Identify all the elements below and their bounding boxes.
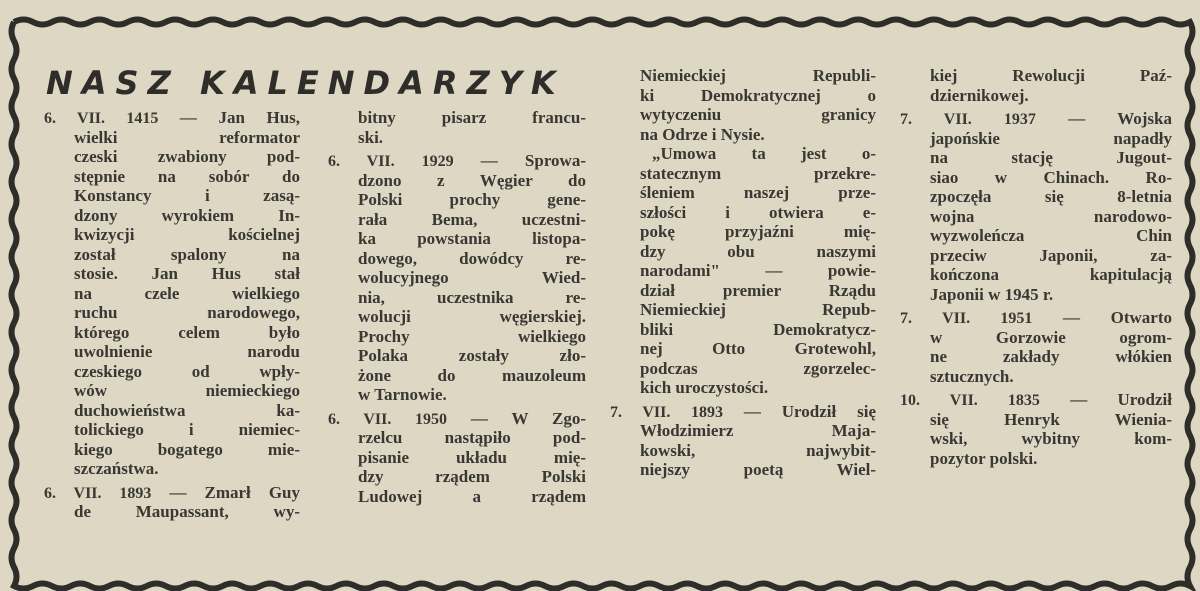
entry-text: — Otwarto	[1063, 308, 1173, 327]
text-line: kwizycji kościelnej	[74, 225, 300, 244]
text-line: ruchu narodowego,	[74, 303, 300, 322]
text-line: „Umowa ta jest o-	[652, 144, 876, 163]
text-line: wski, wybitny kom-	[930, 429, 1172, 448]
text-line	[900, 390, 1172, 410]
entry-date: 7. VII. 1893	[610, 403, 723, 421]
text-line	[900, 308, 1172, 328]
text-line: Niemieckiej Repub-	[640, 300, 876, 319]
text-line: czeskiego od wpły-	[74, 361, 300, 381]
entry-text: — Sprowa-	[480, 151, 586, 170]
text-line: Polski prochy gene-	[358, 190, 586, 209]
text-line: pisanie układu mię-	[358, 447, 586, 467]
text-line: dział premier Rządu	[640, 280, 876, 300]
page-title: NASZ KALENDARZYK	[46, 64, 565, 102]
text-line	[328, 151, 586, 171]
text-line: kończona kapitulacją	[930, 265, 1172, 284]
calendar-entry	[900, 109, 1172, 304]
text-line: Polaka zostały zło-	[358, 346, 586, 365]
text-line: dzony wyrokiem In-	[74, 205, 300, 225]
text-line: którego celem było	[74, 322, 300, 342]
text-line: stępnie na sobór do	[74, 166, 300, 186]
text-line: bliki Demokratycz-	[640, 319, 876, 339]
calendar-entry	[328, 151, 586, 405]
calendar-entry	[900, 308, 1172, 386]
calendar-entry	[44, 483, 300, 522]
calendar-entry	[44, 108, 300, 479]
text-line: na Odrze i Nysie.	[640, 124, 765, 144]
text-line: rzelcu nastąpiło pod-	[358, 428, 586, 447]
text-line	[900, 109, 1172, 129]
text-line: śleniem naszej prze-	[640, 183, 876, 202]
calendar-entry	[328, 409, 586, 507]
column-4	[900, 66, 1172, 472]
text-line: Niemieckiej Republi-	[640, 66, 876, 85]
calendar-entry	[900, 66, 1172, 105]
text-line: wytyczeniu granicy	[640, 105, 876, 124]
column-3	[610, 66, 876, 484]
text-line: ne zakłady włókien	[930, 347, 1172, 366]
entry-text: — Jan Hus,	[179, 108, 301, 127]
text-line: w Tarnowie.	[358, 385, 447, 404]
entry-date: 6. VII. 1950	[328, 410, 447, 428]
text-line: się Henryk Wienia-	[930, 409, 1172, 429]
text-line: czeski zwabiony pod-	[74, 147, 300, 166]
text-line: wów niemieckiego	[74, 381, 300, 400]
entry-date: 10. VII. 1835	[900, 392, 1040, 409]
text-line: Włodzimierz Maja-	[640, 421, 876, 440]
entry-text: — Zmarł Guy	[169, 482, 301, 502]
text-line: dowego, dowódcy re-	[358, 248, 586, 268]
text-line: kiego bogatego mie-	[74, 439, 300, 459]
text-line: narodami" — powie-	[640, 261, 876, 280]
text-line: przeciw Japonii, za-	[930, 245, 1172, 265]
text-line: japońskie napadły	[930, 128, 1172, 148]
text-line: szłości i otwiera e-	[640, 202, 876, 222]
text-line: ka powstania listopa-	[358, 229, 586, 248]
text-line: wolucji węgierskiej.	[358, 307, 586, 326]
text-line: wojna narodowo-	[930, 206, 1172, 226]
text-line: pozytor polski.	[930, 448, 1038, 468]
text-line: szczaństwa.	[74, 459, 159, 478]
text-line: rała Bema, uczestni-	[358, 209, 586, 229]
calendar-entry	[610, 402, 876, 480]
text-line: wyzwoleńcza Chin	[930, 226, 1172, 245]
text-line: na stację Jugout-	[930, 148, 1172, 167]
text-line: niejszy poetą Wiel-	[640, 460, 876, 479]
text-line: na czele wielkiego	[74, 283, 300, 303]
text-line: de Maupassant, wy-	[74, 502, 300, 521]
text-line: kowski, najwybit-	[640, 440, 876, 460]
column-2	[328, 108, 586, 510]
text-line: Ludowej a rządem	[358, 486, 586, 506]
text-line: stosie. Jan Hus stał	[74, 264, 300, 283]
entry-date: 6. VII. 1929	[328, 153, 454, 170]
calendar-entry	[328, 108, 586, 147]
text-line: siao w Chinach. Ro-	[930, 167, 1172, 187]
text-line: w Gorzowie ogrom-	[930, 327, 1172, 347]
entry-text: — Urodził się	[743, 401, 877, 421]
text-line: Prochy wielkiego	[358, 326, 586, 346]
text-line: kich uroczystości.	[640, 378, 769, 397]
text-line: został spalony na	[74, 244, 300, 264]
text-line: żone do mauzoleum	[358, 365, 586, 385]
text-line: podczas zgorzelec-	[640, 358, 876, 378]
text-line: wielki reformator	[74, 127, 300, 147]
text-line: dzy rządem Polski	[358, 467, 586, 486]
calendar-entry	[610, 66, 876, 398]
text-line: tolickiego i niemiec-	[74, 420, 300, 439]
entry-date: 6. VII. 1893	[44, 484, 152, 502]
column-1	[44, 108, 300, 526]
text-line: pokę przyjaźni mię-	[640, 222, 876, 241]
entry-date: 7. VII. 1951	[900, 310, 1033, 327]
text-line: bitny pisarz francu-	[358, 108, 586, 127]
text-line: ski.	[358, 127, 384, 147]
text-line	[610, 402, 876, 422]
text-line	[328, 409, 586, 429]
text-line	[44, 108, 300, 128]
text-line	[44, 483, 300, 503]
text-line: dzono z Węgier do	[358, 170, 586, 190]
text-line: sztucznych.	[930, 366, 1014, 386]
calendar-entry	[900, 390, 1172, 468]
text-line: nej Otto Grotewohl,	[640, 339, 876, 358]
text-line: ki Demokratycznej o	[640, 85, 876, 105]
entry-text: — W Zgo-	[470, 408, 587, 428]
entry-text: — Wojska	[1068, 109, 1172, 128]
text-line: duchowieństwa ka-	[74, 400, 300, 420]
entry-text: — Urodził	[1070, 390, 1172, 409]
text-line: Japonii w 1945 r.	[930, 284, 1054, 304]
text-line: statecznym przekre-	[640, 163, 876, 183]
text-line: wolucyjnego Wied-	[358, 268, 586, 287]
text-line: dziernikowej.	[930, 85, 1029, 105]
text-line: nia, uczestnika re-	[358, 287, 586, 307]
entry-date: 7. VII. 1937	[900, 111, 1036, 128]
entry-date: 6. VII. 1415	[44, 110, 159, 127]
text-line: zpoczęła się 8-letnia	[930, 187, 1172, 206]
text-line: uwolnienie narodu	[74, 342, 300, 361]
text-line: kiej Rewolucji Paź-	[930, 66, 1172, 85]
text-line: Konstancy i zasą-	[74, 186, 300, 205]
text-line: dzy obu naszymi	[640, 241, 876, 261]
